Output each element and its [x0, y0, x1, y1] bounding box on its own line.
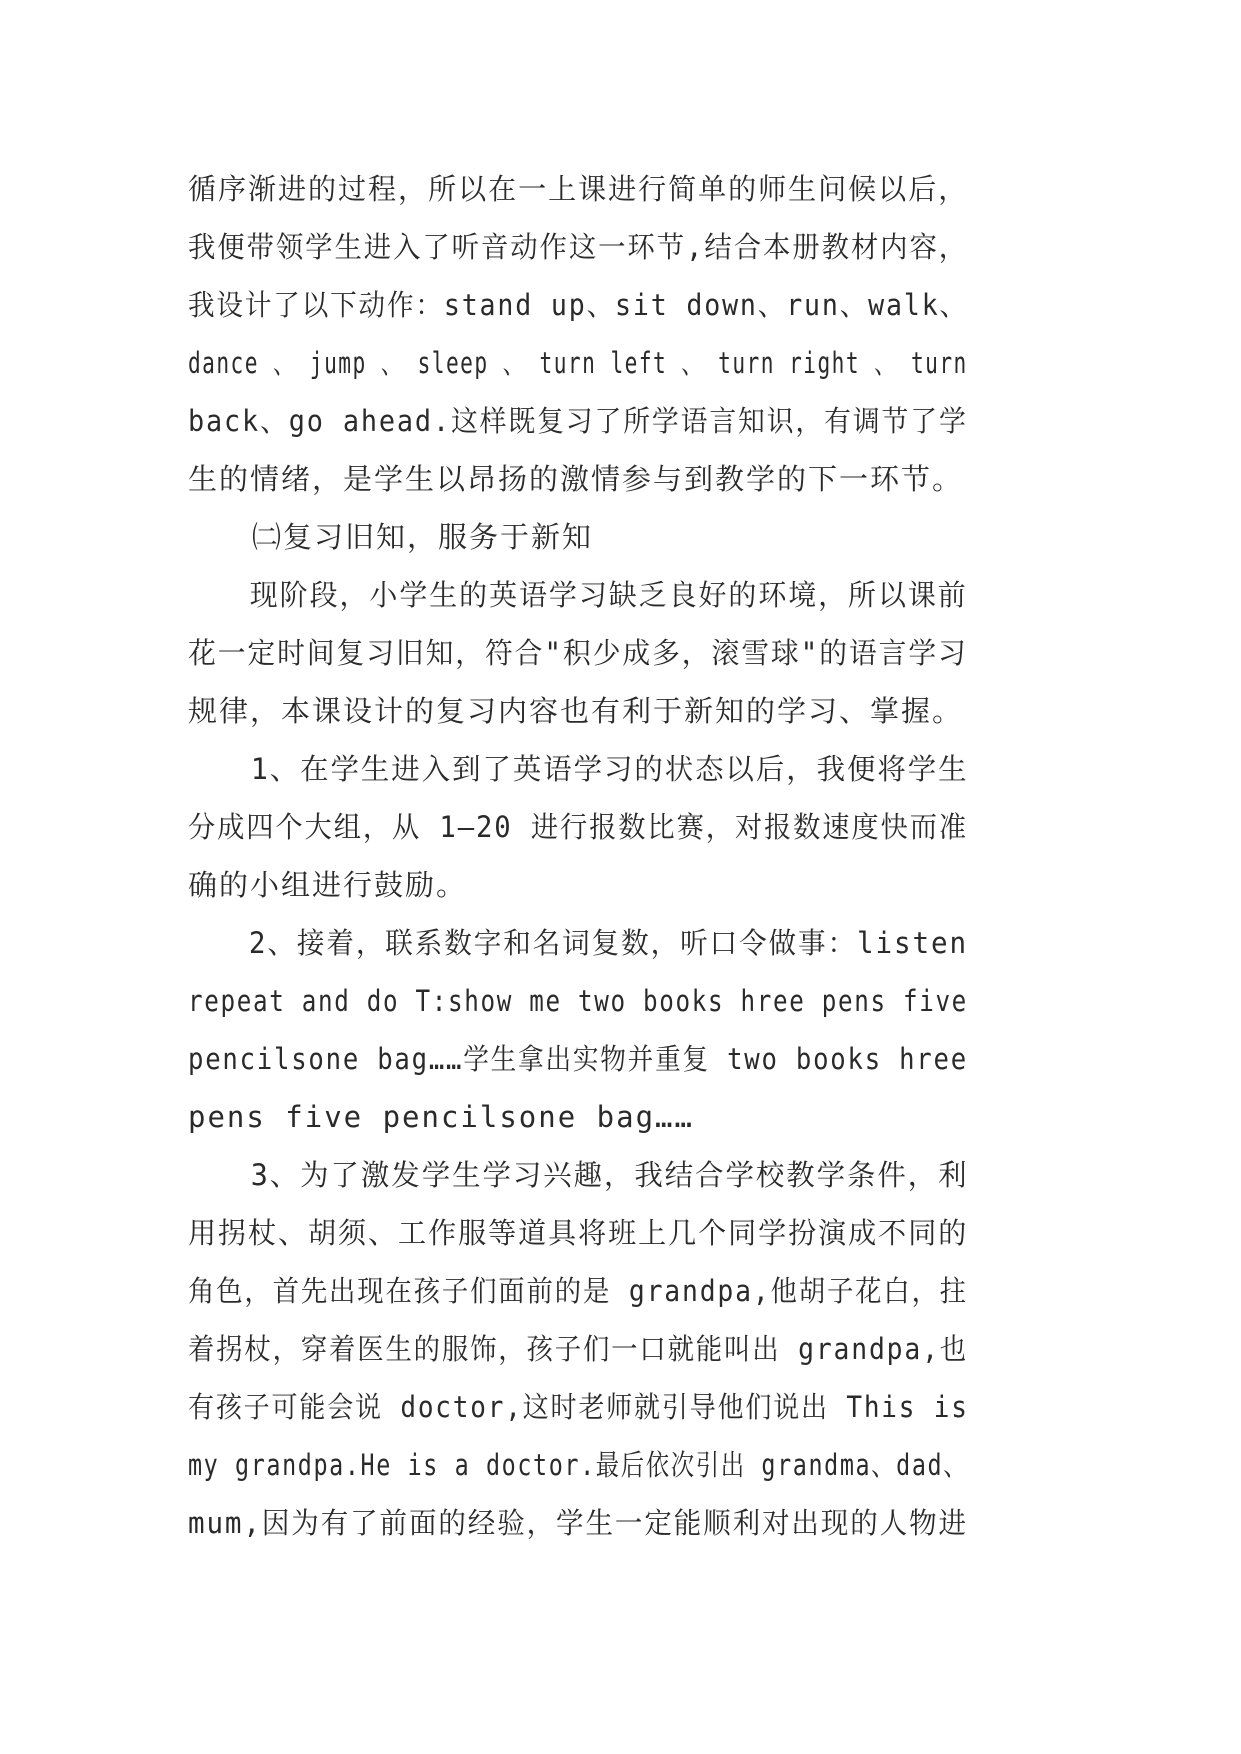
text-line: 3、为了激发学生学习兴趣，我结合学校教学条件，利 — [250, 1158, 969, 1192]
text-line: 生的情绪，是学生以昂扬的激情参与到教学的下一环节。 — [188, 462, 964, 496]
text-line: repeat and do T:show me two books hree pens five — [188, 984, 968, 1018]
text-line: my grandpa.He is a doctor.最后依次引出 grandma、dad、 — [188, 1448, 969, 1482]
text-line: 有孩子可能会说 doctor,这时老师就引导他们说出 This is — [188, 1390, 969, 1424]
text-line: pencilsone bag……学生拿出实物并重复 two books hree — [188, 1042, 968, 1076]
text-line: 角色，首先出现在孩子们面前的是 grandpa,他胡子花白，拄 — [188, 1274, 968, 1308]
text-line: mum,因为有了前面的经验，学生一定能顺利对出现的人物进 — [188, 1506, 968, 1540]
text-line: 着拐杖，穿着医生的服饰，孩子们一口就能叫出 grandpa,也 — [188, 1332, 968, 1366]
text-line: 分成四个大组，从 1—20 进行报数比赛，对报数速度快而准 — [188, 810, 968, 844]
text-line: dance 、 jump 、 sleep 、 turn left 、 turn right 、 turn — [188, 346, 968, 380]
text-line: 花一定时间复习旧知，符合"积少成多，滚雪球"的语言学习 — [188, 636, 968, 670]
text-line: 现阶段，小学生的英语学习缺乏良好的环境，所以课前 — [249, 578, 968, 612]
text-line: 用拐杖、胡须、工作服等道具将班上几个同学扮演成不同的 — [188, 1216, 969, 1250]
text-line: 我便带领学生进入了听音动作这一环节,结合本册教材内容， — [188, 230, 969, 264]
text-line: 2、接着，联系数字和名词复数，听口令做事：listen — [248, 926, 969, 960]
text-line: 规律，本课设计的复习内容也有利于新知的学习、掌握。 — [188, 694, 964, 728]
text-line: pens five pencilsone bag…… — [188, 1100, 694, 1134]
text-line: 我设计了以下动作：stand up、sit down、run、walk、 — [188, 288, 968, 322]
text-line: ㈡复习旧知，服务于新知 — [252, 520, 594, 554]
text-line: back、go ahead.这样既复习了所学语言知识，有调节了学 — [188, 404, 968, 438]
text-line: 1、在学生进入到了英语学习的状态以后，我便将学生 — [250, 752, 969, 786]
text-line: 循序渐进的过程，所以在一上课进行简单的师生问候以后， — [188, 172, 969, 206]
document-body — [188, 160, 1068, 1552]
text-line: 确的小组进行鼓励。 — [188, 868, 468, 902]
